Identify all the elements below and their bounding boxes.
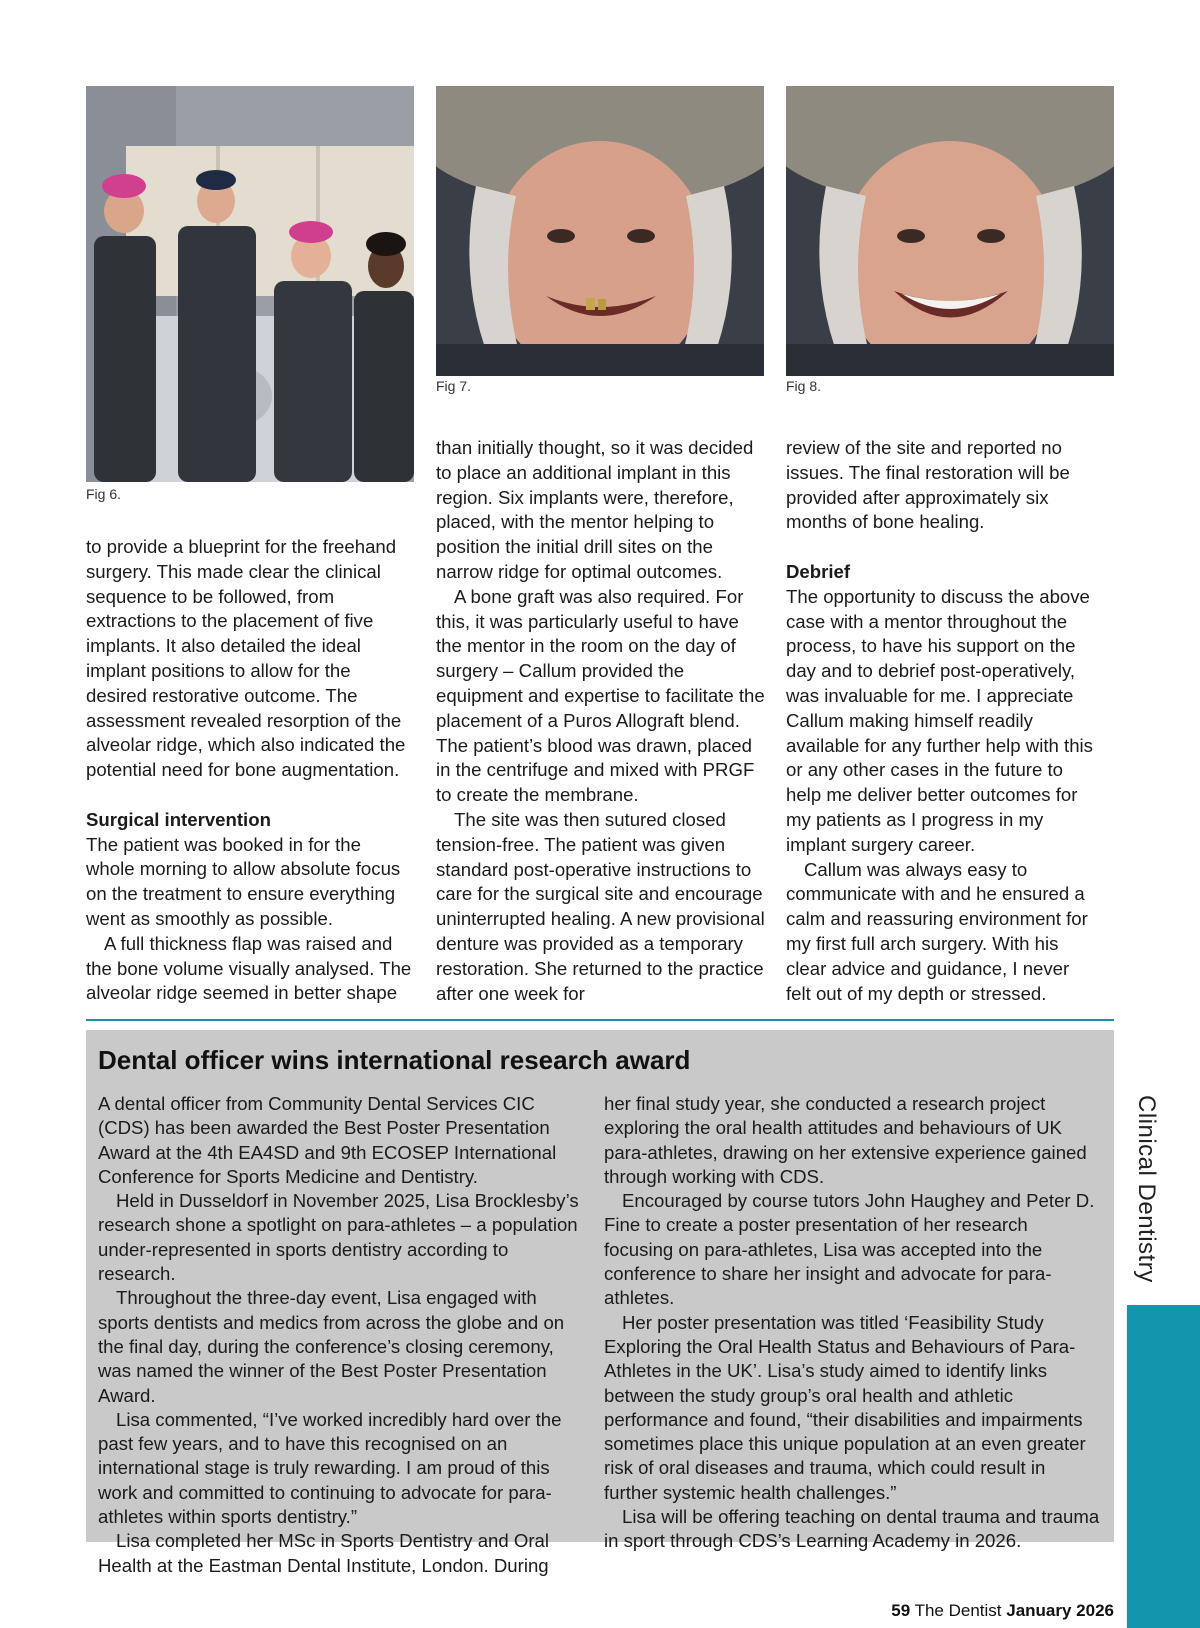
article-paragraph: The site was then sutured closed tension-free. The patient was given standard post-operative instructions to care for the surgical site and encourage uninterrupted healing. A new provisional denture was provided as a temporary restoration. She returned to the practice after one week for	[436, 808, 765, 1004]
article-column-1	[86, 535, 414, 1006]
patient-after-illustration	[786, 86, 1114, 376]
fig8-caption: Fig 8.	[786, 378, 822, 394]
news-paragraph: A dental officer from Community Dental Services CIC (CDS) has been awarded the Best Poster Presentation Award at the 4th EA4SD and 9th ECOSEP International Conference for Sports Medicine and Dentistry.	[98, 1093, 557, 1187]
news-box-column-left	[98, 1092, 586, 1578]
news-paragraph: Encouraged by course tutors John Haughey and Peter D. Fine to create a poster presentation of her research focusing on para-athletes, Lisa was accepted into the conference to share her insight and advocate for para-athletes.	[604, 1190, 1095, 1309]
patient-before-illustration	[436, 86, 764, 376]
page-footer	[891, 1601, 1114, 1621]
article-paragraph: The patient was booked in for the whole morning to allow absolute focus on the treatment to ensure everything went as smoothly as possible.	[86, 833, 401, 929]
section-divider	[86, 1019, 1114, 1021]
article-paragraph: Callum was always easy to communicate with and he ensured a calm and reassuring environment for my first full arch surgery. With his clear advice and guidance, I never felt out of my depth or stressed.	[786, 858, 1088, 1004]
news-box-title: Dental officer wins international research award	[98, 1045, 691, 1075]
article-column-2	[436, 436, 766, 1006]
issue-date: January 2026	[1006, 1601, 1114, 1620]
article-column-3	[786, 436, 1096, 1006]
news-paragraph: Held in Dusseldorf in November 2025, Lisa Brocklesby’s research shone a spotlight on para-athletes – a population under-represented in sports dentistry according to research.	[98, 1190, 579, 1285]
section-label	[1130, 1095, 1190, 1295]
fig6-caption: Fig 6.	[86, 486, 122, 502]
section-tab	[1127, 1305, 1200, 1628]
fig8-photo	[786, 86, 1114, 376]
fig7-caption: Fig 7.	[436, 378, 472, 394]
section-heading-surgical-intervention: Surgical intervention	[86, 808, 271, 830]
news-paragraph: Lisa commented, “I’ve worked incredibly hard over the past few years, and to have this recognised on an international stage is truly rewarding. I am proud of this work and committed to continuing to advocate for para-athletes within sports dentistry.”	[98, 1408, 562, 1528]
news-box-column-right	[604, 1092, 1100, 1554]
news-paragraph: Lisa completed her MSc in Sports Dentistry and Oral Health at the Eastman Dental Institute, London. During	[98, 1530, 550, 1576]
article-paragraph: review of the site and reported no issues. The final restoration will be provided after approximately six months of bone healing.	[786, 437, 1070, 533]
news-paragraph: Her poster presentation was titled ‘Feasibility Study Exploring the Oral Health Status and Behaviours of Para-Athletes in the UK’. Lisa’s study aimed to identify links between the study group’s oral health and athletic performance and found, “their disabilities and impairments sometimes place this unique population at an even greater risk of oral diseases and trauma, which could result in further systemic health challenges.”	[604, 1311, 1086, 1503]
news-paragraph: her final study year, she conducted a research project exploring the oral health attitudes and behaviours of UK para-athletes, drawing on her extensive experience gained through working with CDS.	[604, 1093, 1087, 1187]
article-paragraph: The opportunity to discuss the above case with a mentor throughout the process, to have his support on the day and to debrief post-operatively, was invaluable for me. I appreciate Callum making himself readily available for any further help with this or any other cases in the future to help me deliver better outcomes for my patients as I progress in my implant surgery career.	[786, 585, 1093, 855]
publication-name: The Dentist	[914, 1601, 1002, 1620]
fig7-photo	[436, 86, 764, 376]
article-paragraph: A full thickness flap was raised and the bone volume visually analysed. The alveolar ridge seemed in better shape	[86, 932, 412, 1004]
section-label-text: Clinical Dentistry	[1133, 1095, 1160, 1283]
article-paragraph: than initially thought, so it was decided to place an additional implant in this region. Six implants were, therefore, placed, with the mentor helping to position the initial drill sites on the narrow ridge for optimal outcomes.	[436, 437, 754, 582]
article-paragraph: to provide a blueprint for the freehand surgery. This made clear the clinical sequence to be followed, from extractions to the placement of five implants. It also detailed the ideal implant positions to allow for the desired restorative outcome. The assessment revealed resorption of the alveolar ridge, which also indicated the potential need for bone augmentation.	[86, 536, 406, 781]
news-box	[86, 1030, 1114, 1576]
team-photo-illustration	[86, 86, 414, 482]
news-paragraph: Lisa will be offering teaching on dental trauma and trauma in sport through CDS’s Learning Academy in 2026.	[604, 1506, 1100, 1552]
article-paragraph: A bone graft was also required. For this, it was particularly useful to have the mentor in the room on the day of surgery – Callum provided the equipment and expertise to facilitate the placement of a Puros Allograft blend. The patient’s blood was drawn, placed in the centrifuge and mixed with PRGF to create the membrane.	[436, 585, 765, 806]
page-number: 59	[891, 1601, 911, 1620]
news-paragraph: Throughout the three-day event, Lisa engaged with sports dentists and medics from across the globe and on the final day, during the conference’s closing ceremony, was named the winner of the Best Poster Presentation Award.	[98, 1287, 565, 1406]
fig6-photo	[86, 86, 414, 482]
section-heading-debrief: Debrief	[786, 560, 851, 582]
